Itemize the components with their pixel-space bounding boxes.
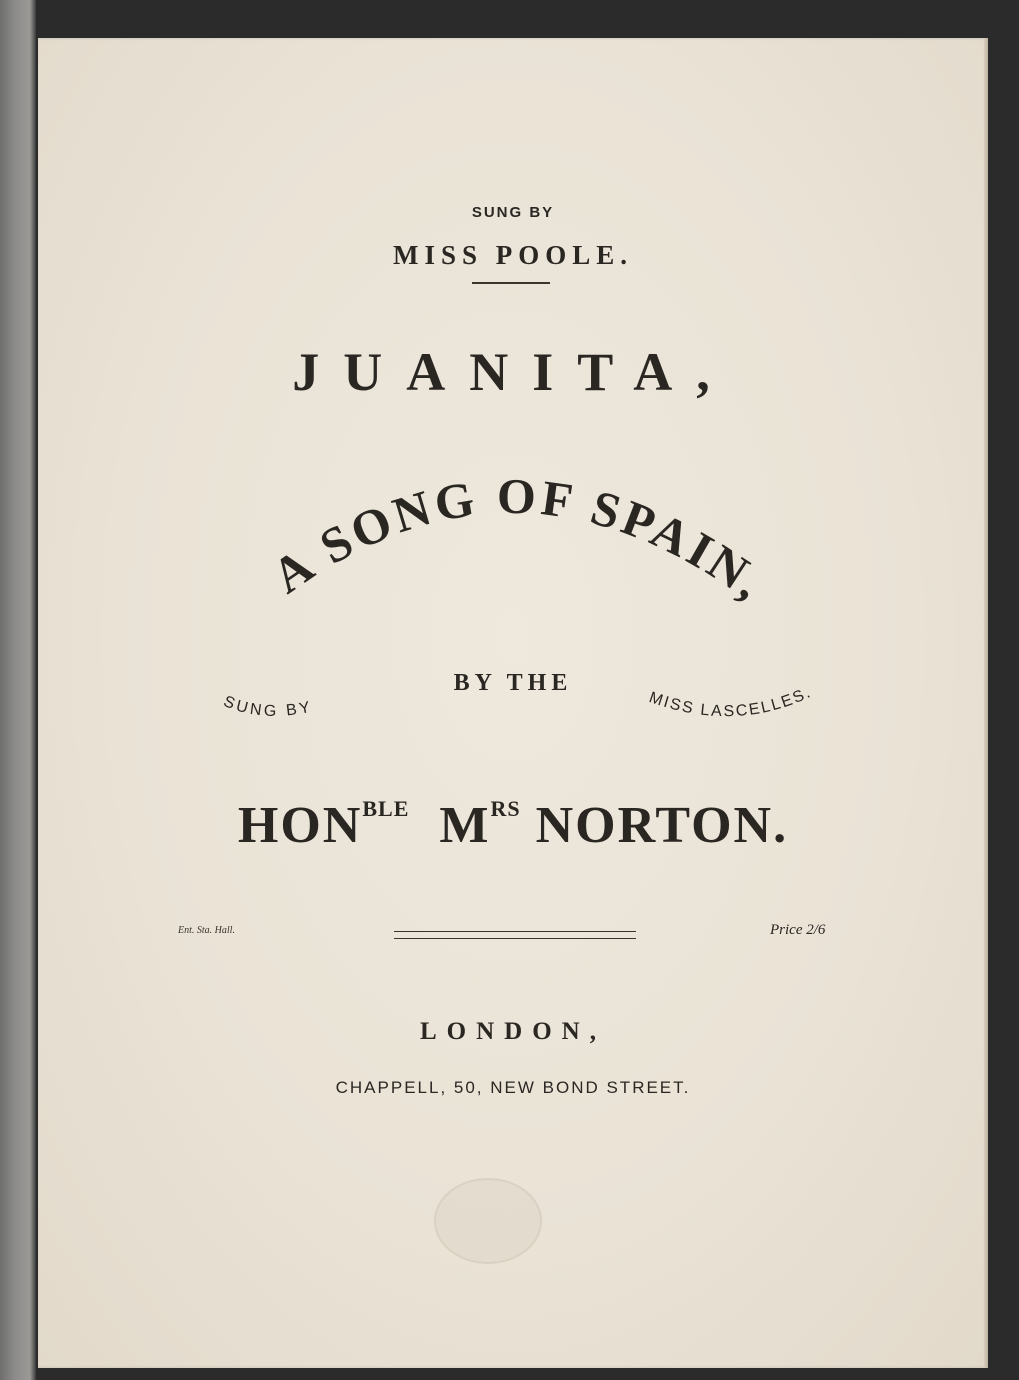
author-prefix: HON (237, 797, 363, 854)
by-the-label: BY THE (453, 670, 573, 696)
sheet-music-cover (38, 38, 988, 1368)
singer-name-right: MISS LASCELLES. (646, 683, 815, 721)
author-name (38, 796, 988, 855)
book-binding-edge (0, 0, 36, 1380)
sung-by-left-label: SUNG BY (221, 693, 315, 721)
entered-stationers-hall: Ent. Sta. Hall. (178, 925, 235, 936)
publisher-city: LONDON, (420, 1018, 606, 1045)
sung-by-heading: SUNG BY (471, 204, 555, 221)
author-mrs: M (439, 797, 491, 854)
price-label: Price 2/6 (770, 922, 826, 938)
author-surname: NORTON. (535, 797, 789, 854)
arched-lettering (38, 38, 988, 1368)
library-stamp (434, 1178, 542, 1264)
song-title: JUANITA, (292, 342, 734, 402)
singer-name-top: MISS POOLE. (392, 240, 634, 270)
song-subtitle: A SONG OF SPAIN, (261, 467, 777, 612)
author-prefix-sup: BLE (362, 796, 410, 821)
author-mrs-sup: RS (490, 796, 521, 821)
publisher-address: CHAPPELL, 50, NEW BOND STREET. (335, 1078, 691, 1097)
double-divider (394, 931, 636, 939)
